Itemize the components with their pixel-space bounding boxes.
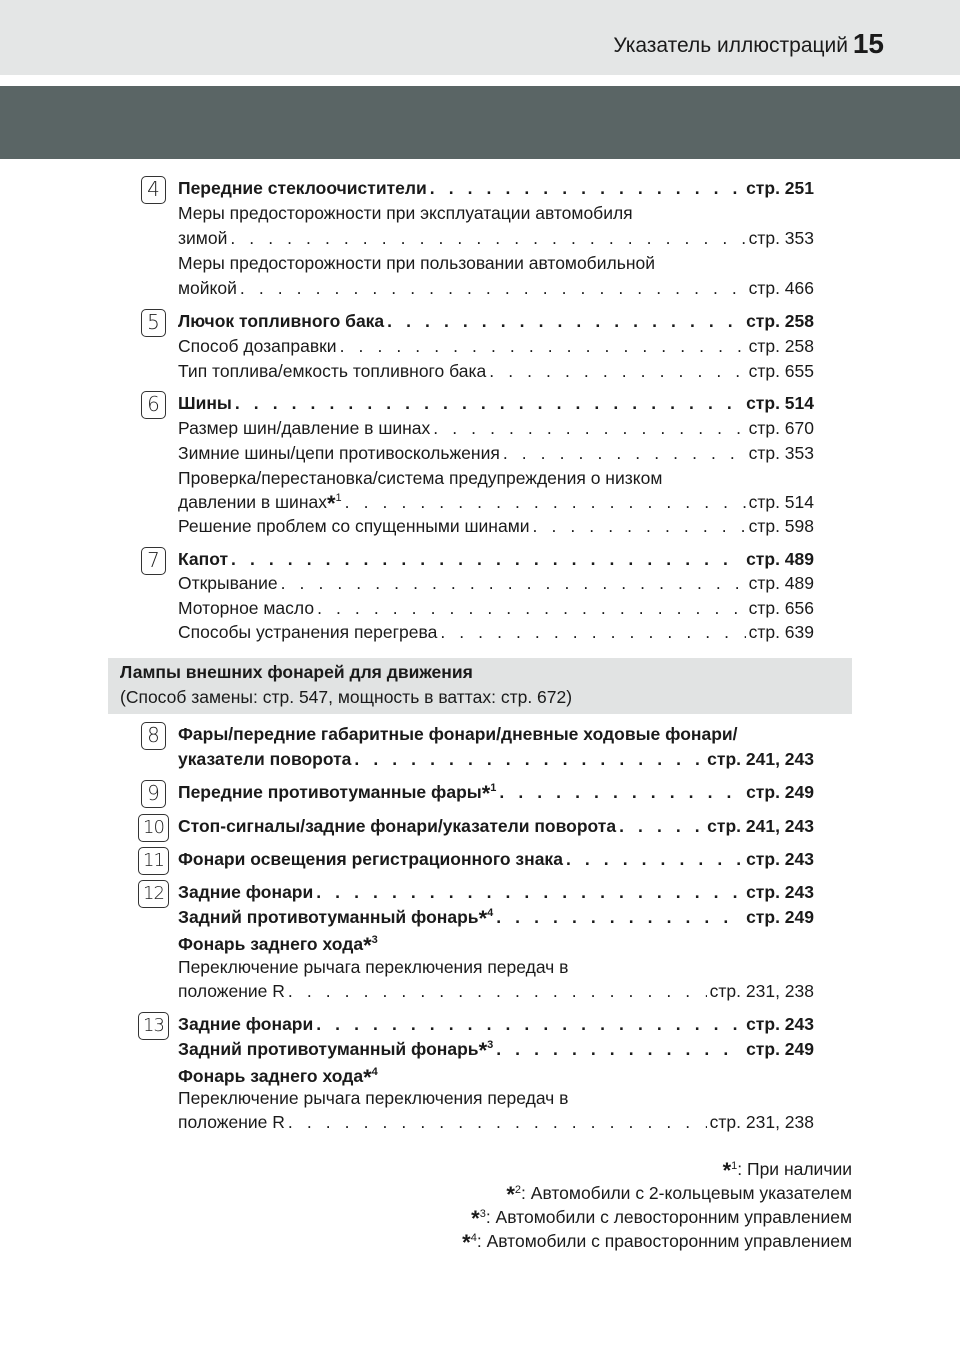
footnote bbox=[471, 1204, 852, 1229]
footnote-text: : Автомобили с 2-кольцевым указателем bbox=[521, 1183, 852, 1203]
entry-label: Решение проблем со спущенными шинами bbox=[178, 516, 530, 536]
footnote-star: * bbox=[722, 1158, 732, 1183]
index-entry[interactable] bbox=[178, 747, 814, 772]
lamps-section-box bbox=[108, 658, 852, 714]
index-entry[interactable] bbox=[178, 276, 814, 301]
entry-page: стр. 258 bbox=[746, 311, 814, 331]
callout-5: 5 bbox=[141, 309, 166, 337]
entry-label bbox=[178, 1037, 493, 1062]
entry-label: Капот bbox=[178, 549, 229, 569]
entry-page: стр. 231, 238 bbox=[709, 981, 814, 1001]
callout-7: 7 bbox=[141, 547, 166, 575]
index-entry[interactable] bbox=[178, 814, 814, 839]
entry-label: положение R bbox=[178, 981, 285, 1001]
entry-page: стр. 514 bbox=[746, 393, 814, 413]
entry-text: Переключение рычага переключения передач в bbox=[178, 957, 569, 977]
callout-12: 12 bbox=[138, 880, 169, 908]
dot-leader bbox=[288, 1110, 707, 1135]
entry-label: Зимние шины/цепи противоскольжения bbox=[178, 443, 500, 463]
footnote-star: * bbox=[506, 1182, 515, 1207]
dot-leader bbox=[387, 309, 743, 334]
entry-page: стр. 243 bbox=[746, 882, 814, 902]
dot-leader bbox=[230, 226, 745, 251]
section-heading: Лампы внешних фонарей для движения bbox=[120, 662, 473, 682]
footnote-star: * bbox=[326, 491, 336, 515]
footnote-ref: 1 bbox=[731, 1160, 738, 1172]
footnote-text: : Автомобили с левосторонним управлением bbox=[485, 1207, 852, 1227]
entry-page: стр. 353 bbox=[748, 443, 814, 463]
footnote bbox=[462, 1228, 852, 1253]
entry-text bbox=[178, 1062, 378, 1089]
entry-page: стр. 670 bbox=[748, 418, 814, 438]
entry-label: Задние фонари bbox=[178, 882, 314, 902]
dot-leader bbox=[566, 847, 743, 872]
footnote bbox=[506, 1180, 852, 1205]
index-entry[interactable] bbox=[178, 547, 814, 572]
dot-leader bbox=[433, 416, 745, 441]
header-title: Указатель иллюстраций bbox=[613, 34, 848, 57]
dot-leader bbox=[316, 1012, 743, 1037]
entry-label: указатели поворота bbox=[178, 749, 352, 769]
dot-leader bbox=[317, 596, 746, 621]
index-entry[interactable] bbox=[178, 176, 814, 201]
footnote-ref: 1 bbox=[335, 492, 342, 504]
footnote-star: * bbox=[481, 781, 491, 805]
page-number: 15 bbox=[852, 28, 884, 59]
entry-label: Размер шин/давление в шинах bbox=[178, 418, 431, 438]
footnote-star: * bbox=[462, 1230, 471, 1255]
index-entry[interactable] bbox=[178, 226, 814, 251]
entry-page: стр. 489 bbox=[746, 549, 814, 569]
entry-label: Фонари освещения регистрационного знака bbox=[178, 849, 563, 869]
page-header bbox=[0, 0, 960, 75]
footnote-star: * bbox=[478, 1038, 488, 1062]
index-entry[interactable] bbox=[178, 979, 814, 1004]
dot-leader bbox=[288, 979, 707, 1004]
index-entry[interactable] bbox=[178, 880, 814, 905]
footnote-text: : При наличии bbox=[737, 1159, 852, 1179]
dot-leader bbox=[354, 747, 704, 772]
footnote-star: * bbox=[363, 933, 372, 958]
entry-page: стр. 241, 243 bbox=[707, 749, 814, 769]
entry-page: стр. 466 bbox=[748, 278, 814, 298]
entry-page: стр. 249 bbox=[746, 782, 814, 802]
entry-text: Меры предосторожности при эксплуатации автомобиля bbox=[178, 203, 633, 223]
dot-leader bbox=[345, 490, 746, 515]
entry-page: стр. 243 bbox=[746, 849, 814, 869]
dot-leader bbox=[496, 905, 743, 930]
entry-label: Способ дозаправки bbox=[178, 336, 337, 356]
entry-label: Лючок топливного бака bbox=[178, 311, 385, 331]
index-entry[interactable] bbox=[178, 571, 814, 596]
dot-leader bbox=[503, 441, 746, 466]
footnote-ref: 4 bbox=[371, 1066, 378, 1078]
index-entry[interactable] bbox=[178, 391, 814, 416]
entry-label: зимой bbox=[178, 228, 228, 248]
entry-label: Открывание bbox=[178, 573, 278, 593]
entry-label-text: Задний противотуманный фонарь bbox=[178, 1039, 479, 1059]
index-entry[interactable] bbox=[178, 1012, 814, 1037]
entry-label-text: Передние противотуманные фары bbox=[178, 782, 482, 802]
entry-text: Фары/передние габаритные фонари/дневные ходовые фонари/ bbox=[178, 724, 738, 744]
index-entry[interactable] bbox=[178, 1110, 814, 1135]
dot-leader bbox=[430, 176, 743, 201]
footnote-ref: 2 bbox=[514, 1184, 522, 1196]
index-entry[interactable] bbox=[178, 416, 814, 441]
footnote-ref: 1 bbox=[490, 782, 497, 794]
entry-label-text: давлении в шинах bbox=[178, 492, 327, 512]
entry-label: Шины bbox=[178, 393, 232, 413]
entry-label: Способы устранения перегрева bbox=[178, 622, 438, 642]
entry-page: стр. 656 bbox=[748, 598, 814, 618]
callout-11: 11 bbox=[138, 847, 169, 875]
entry-label: Моторное масло bbox=[178, 598, 315, 618]
entry-page: стр. 249 bbox=[746, 1039, 814, 1059]
entry-label: положение R bbox=[178, 1112, 285, 1132]
dot-leader bbox=[316, 880, 743, 905]
entry-label-text: Фонарь заднего хода bbox=[178, 934, 364, 954]
dot-leader bbox=[440, 620, 745, 645]
footnote-ref: 4 bbox=[470, 1232, 477, 1244]
entry-label: Стоп-сигналы/задние фонари/указатели поворота bbox=[178, 816, 617, 836]
entry-page: стр. 655 bbox=[748, 361, 814, 381]
entry-label bbox=[178, 490, 342, 515]
footnote bbox=[723, 1156, 852, 1181]
index-entry[interactable] bbox=[178, 780, 814, 805]
entry-text: Переключение рычага переключения передач в bbox=[178, 1088, 569, 1108]
callout-10: 10 bbox=[138, 814, 169, 842]
index-entry[interactable] bbox=[178, 490, 814, 515]
entry-text: Меры предосторожности при пользовании автомобильной bbox=[178, 253, 655, 273]
callout-8: 8 bbox=[141, 722, 166, 750]
entry-page: стр. 241, 243 bbox=[707, 816, 814, 836]
footnote-ref: 3 bbox=[487, 1039, 494, 1051]
entry-page: стр. 489 bbox=[748, 573, 814, 593]
entry-page: стр. 251 bbox=[746, 178, 814, 198]
entry-page: стр. 258 bbox=[748, 336, 814, 356]
footnote-star: * bbox=[478, 906, 488, 930]
index-entry[interactable] bbox=[178, 334, 814, 359]
entry-page: стр. 249 bbox=[746, 907, 814, 927]
entry-label: Передние стеклоочистители bbox=[178, 178, 427, 198]
entry-label bbox=[178, 905, 493, 930]
entry-page: стр. 639 bbox=[748, 622, 814, 642]
dot-leader bbox=[619, 814, 704, 839]
index-entry[interactable] bbox=[178, 596, 814, 621]
index-entry[interactable] bbox=[178, 847, 814, 872]
entry-page: стр. 514 bbox=[748, 492, 814, 512]
callout-4: 4 bbox=[141, 176, 166, 204]
index-entry[interactable] bbox=[178, 620, 814, 645]
index-entry[interactable] bbox=[178, 1037, 814, 1062]
entry-page: стр. 231, 238 bbox=[709, 1112, 814, 1132]
dot-leader bbox=[231, 547, 743, 572]
dot-leader bbox=[496, 1037, 743, 1062]
entry-page: стр. 243 bbox=[746, 1014, 814, 1034]
callout-13: 13 bbox=[138, 1012, 169, 1040]
dot-leader bbox=[235, 391, 743, 416]
entry-text bbox=[178, 930, 378, 957]
index-entry[interactable] bbox=[178, 514, 814, 539]
entry-label bbox=[178, 780, 496, 805]
entry-label: Тип топлива/емкость топливного бака bbox=[178, 361, 487, 381]
footnote-ref: 3 bbox=[371, 934, 378, 946]
entry-page: стр. 598 bbox=[748, 516, 814, 536]
entry-label: Задние фонари bbox=[178, 1014, 314, 1034]
dot-leader bbox=[489, 359, 745, 384]
footnote-text: : Автомобили с правосторонним управлением bbox=[476, 1231, 852, 1251]
entry-label-text: Задний противотуманный фонарь bbox=[178, 907, 479, 927]
dot-leader bbox=[340, 334, 746, 359]
index-entry[interactable] bbox=[178, 441, 814, 466]
entry-page: стр. 353 bbox=[748, 228, 814, 248]
callout-9: 9 bbox=[141, 780, 166, 808]
dot-leader bbox=[281, 571, 746, 596]
dot-leader bbox=[499, 780, 743, 805]
index-entry[interactable] bbox=[178, 905, 814, 930]
footnote-star: * bbox=[363, 1065, 372, 1090]
entry-label: мойкой bbox=[178, 278, 237, 298]
callout-6: 6 bbox=[141, 391, 166, 419]
index-entry[interactable] bbox=[178, 309, 814, 334]
index-entry[interactable] bbox=[178, 359, 814, 384]
header-band bbox=[0, 86, 960, 159]
entry-text: Проверка/перестановка/система предупреждения о низком bbox=[178, 468, 663, 488]
entry-label-text: Фонарь заднего хода bbox=[178, 1066, 364, 1086]
footnote-ref: 4 bbox=[487, 907, 494, 919]
footnote-star: * bbox=[471, 1206, 480, 1231]
dot-leader bbox=[240, 276, 746, 301]
dot-leader bbox=[533, 514, 746, 539]
section-subheading: (Способ замены: стр. 547, мощность в ваттах: стр. 672) bbox=[120, 687, 573, 707]
footnote-ref: 3 bbox=[479, 1208, 486, 1220]
